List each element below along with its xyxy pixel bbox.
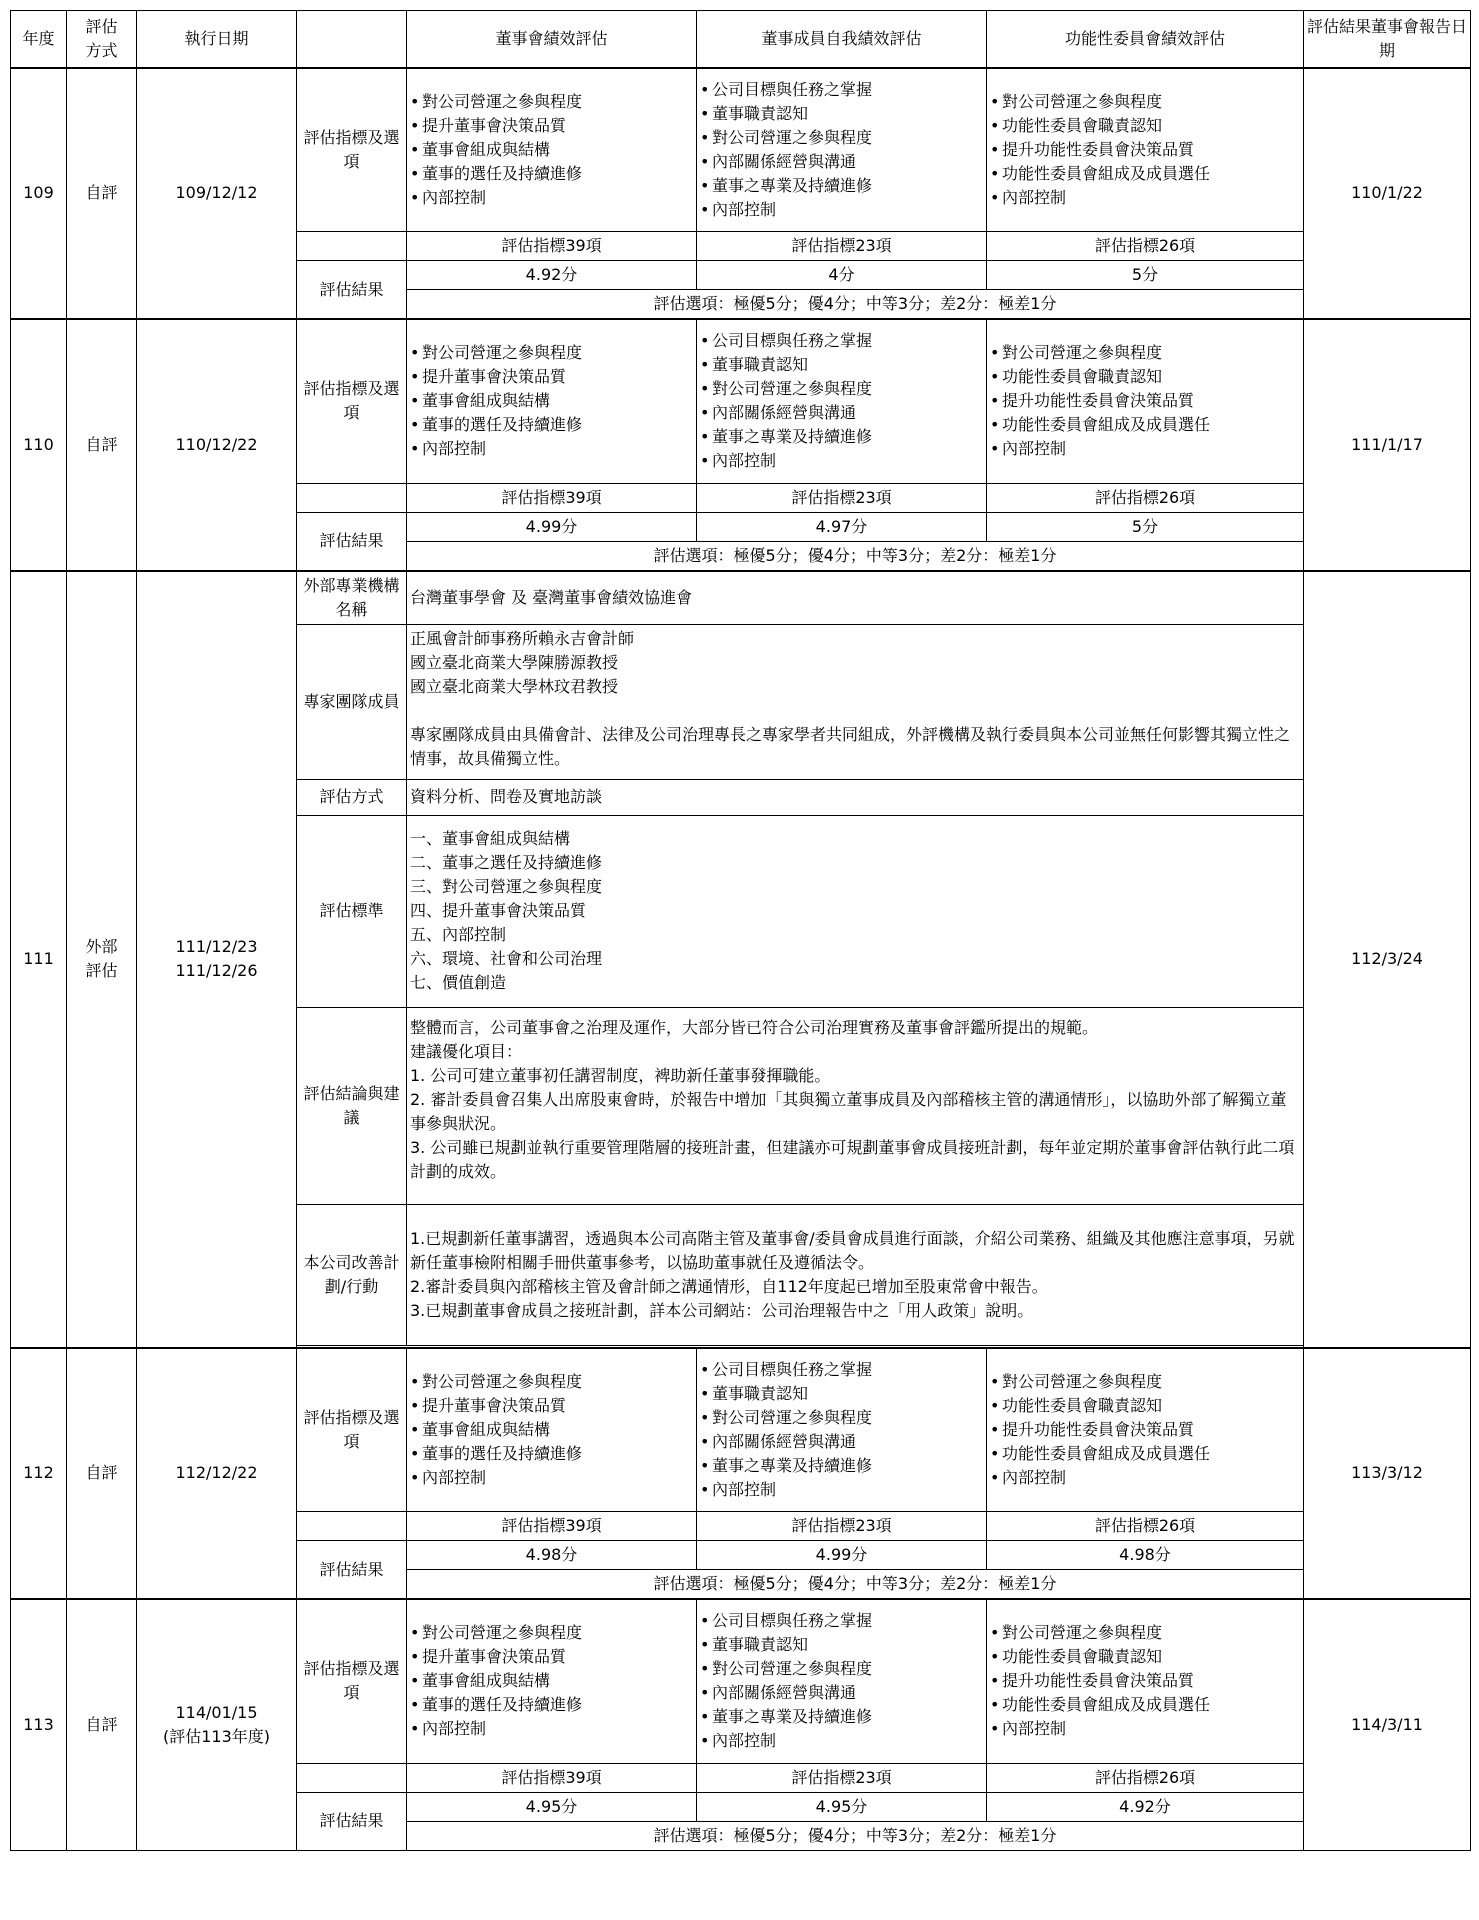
team-cell [407, 624, 1304, 779]
list-item: • 對公司營運之參與程度 [700, 1406, 983, 1430]
list-item: • 內部控制 [410, 1717, 693, 1741]
score-committee-113: 4.92分 [987, 1792, 1304, 1821]
self-items-110 [700, 329, 983, 473]
label-results-112: 評估結果 [297, 1541, 407, 1600]
list-item: • 提升功能性委員會決策品質 [990, 138, 1300, 162]
list-item: 二、董事之選任及持續進修 [410, 853, 603, 872]
rating-scale-109: 評估選項：極優5分；優4分；中等3分；差2分：極差1分 [407, 290, 1304, 320]
count-board: 評估指標39項 [407, 1512, 697, 1541]
list-item: • 董事會組成與結構 [410, 1669, 693, 1693]
year-109: 109 [11, 68, 67, 320]
list-item: • 提升功能性委員會決策品質 [990, 389, 1300, 413]
date-109: 109/12/12 [137, 68, 297, 320]
rating-scale-113: 評估選項：極優5分；優4分；中等3分；差2分：極差1分 [407, 1821, 1304, 1850]
label-criteria: 評估標準 [297, 815, 407, 1007]
header-year: 年度 [11, 11, 67, 68]
count-board: 評估指標39項 [407, 1763, 697, 1792]
list-item: • 對公司營運之參與程度 [410, 1621, 693, 1645]
list-item: • 提升董事會決策品質 [410, 114, 693, 138]
plan-line: 1.已規劃新任董事講習，透過與本公司高階主管及董事會/委員會成員進行面談，介紹公司業務、組織及其他應注意事項，另就新任董事檢附相關手冊供董事參考，以協助董事就任及遵循法令。 [410, 1228, 1295, 1272]
score-committee-110: 5分 [987, 512, 1304, 541]
list-item: • 功能性委員會組成及成員選任 [990, 1693, 1300, 1717]
list-item: • 內部控制 [700, 449, 983, 473]
list-item: 一、董事會組成與結構 [410, 829, 571, 848]
label-team: 專家團隊成員 [297, 624, 407, 779]
list-item: • 董事的選任及持續進修 [410, 413, 693, 437]
plan-line: 3.已規劃董事會成員之接班計劃，詳本公司網站：公司治理報告中之「用人政策」說明。 [410, 1300, 1034, 1320]
report-112: 113/3/12 [1304, 1348, 1471, 1600]
row-111-org [11, 571, 1471, 625]
list-item: • 提升董事會決策品質 [410, 1394, 693, 1418]
score-self-113: 4.95分 [697, 1792, 987, 1821]
report-109: 110/1/22 [1304, 68, 1471, 320]
label-indicators-112: 評估指標及選項 [297, 1348, 407, 1512]
date-113 [137, 1599, 297, 1850]
list-item: • 功能性委員會職責認知 [990, 114, 1300, 138]
list-item: • 內部控制 [700, 198, 983, 222]
list-item: • 功能性委員會職責認知 [990, 1645, 1300, 1669]
list-item: • 董事職責認知 [700, 1633, 983, 1657]
list-item: • 提升董事會決策品質 [410, 365, 693, 389]
committee-items-113 [990, 1621, 1300, 1741]
list-item: • 董事會組成與結構 [410, 389, 693, 413]
list-item: • 對公司營運之參與程度 [410, 341, 693, 365]
list-item: • 對公司營運之參與程度 [700, 1657, 983, 1681]
list-item: • 董事的選任及持續進修 [410, 1693, 693, 1717]
header-board: 董事會績效評估 [407, 11, 697, 68]
score-committee-109: 5分 [987, 261, 1304, 290]
committee-items-109 [990, 90, 1300, 210]
label-results-109: 評估結果 [297, 261, 407, 320]
method-109: 自評 [67, 68, 137, 320]
list-item: • 提升功能性委員會決策品質 [990, 1418, 1300, 1442]
board-evaluation-table [10, 10, 1471, 1851]
count-board: 評估指標39項 [407, 483, 697, 512]
list-item: • 內部控制 [990, 437, 1300, 461]
rating-scale-112: 評估選項：極優5分；優4分；中等3分；差2分：極差1分 [407, 1570, 1304, 1600]
count-self: 評估指標23項 [697, 483, 987, 512]
report-113: 114/3/11 [1304, 1599, 1471, 1850]
score-board-113: 4.95分 [407, 1792, 697, 1821]
team-member: 正風會計師事務所賴永吉會計師 [410, 628, 635, 648]
score-board-112: 4.98分 [407, 1541, 697, 1570]
plan-cell [407, 1204, 1304, 1345]
score-self-110: 4.97分 [697, 512, 987, 541]
score-committee-112: 4.98分 [987, 1541, 1304, 1570]
list-item: • 對公司營運之參與程度 [990, 1370, 1300, 1394]
label-results-113: 評估結果 [297, 1792, 407, 1850]
score-board-110: 4.99分 [407, 512, 697, 541]
plan-line: 2.審計委員與內部稽核主管及會計師之溝通情形，自112年度起已增加至股東常會中報告。 [410, 1276, 1048, 1296]
list-item: • 董事之專業及持續進修 [700, 425, 983, 449]
list-item: • 董事之專業及持續進修 [700, 1705, 983, 1729]
method-113: 自評 [67, 1599, 137, 1850]
list-item: • 內部關係經營與溝通 [700, 150, 983, 174]
list-item: • 內部控制 [410, 186, 693, 210]
year-111: 111 [11, 571, 67, 1348]
list-item: • 董事之專業及持續進修 [700, 1454, 983, 1478]
method-110: 自評 [67, 319, 137, 571]
count-committee: 評估指標26項 [987, 1763, 1304, 1792]
criteria-list [410, 827, 1300, 995]
list-item: • 董事的選任及持續進修 [410, 1442, 693, 1466]
list-item: • 提升功能性委員會決策品質 [990, 1669, 1300, 1693]
count-self: 評估指標23項 [697, 1763, 987, 1792]
conclusion-line: 3. 公司雖已規劃並執行重要管理階層的接班計畫，但建議亦可規劃董事會成員接班計劃，每年並定期於董事會評估執行此二項計劃的成效。 [410, 1137, 1295, 1181]
label-eval-method: 評估方式 [297, 779, 407, 815]
self-items-112 [700, 1358, 983, 1502]
list-item: • 對公司營運之參與程度 [990, 90, 1300, 114]
count-self: 評估指標23項 [697, 1512, 987, 1541]
label-results-110: 評估結果 [297, 512, 407, 571]
list-item: • 提升董事會決策品質 [410, 1645, 693, 1669]
committee-items-112 [990, 1370, 1300, 1490]
list-item: 四、提升董事會決策品質 [410, 901, 587, 920]
row-112-indicators [11, 1348, 1471, 1512]
list-item: • 內部控制 [990, 186, 1300, 210]
count-board: 評估指標39項 [407, 232, 697, 261]
count-committee: 評估指標26項 [987, 1512, 1304, 1541]
header-self: 董事成員自我績效評估 [697, 11, 987, 68]
list-item: • 對公司營運之參與程度 [990, 341, 1300, 365]
list-item: 六、環境、社會和公司治理 [410, 949, 603, 968]
year-112: 112 [11, 1348, 67, 1600]
year-113: 113 [11, 1599, 67, 1850]
count-committee: 評估指標26項 [987, 232, 1304, 261]
self-items-109 [700, 78, 983, 222]
list-item: • 內部控制 [410, 1466, 693, 1490]
score-self-112: 4.99分 [697, 1541, 987, 1570]
date-111 [137, 571, 297, 1348]
list-item: • 功能性委員會組成及成員選任 [990, 1442, 1300, 1466]
list-item: • 功能性委員會職責認知 [990, 365, 1300, 389]
row-109-indicators [11, 68, 1471, 232]
org-name: 台灣董事學會 及 臺灣董事會績效協進會 [407, 571, 1304, 625]
list-item: • 董事會組成與結構 [410, 138, 693, 162]
score-self-109: 4分 [697, 261, 987, 290]
conclusion-line: 整體而言，公司董事會之治理及運作，大部分皆已符合公司治理實務及董事會評鑑所提出的規範。 [410, 1017, 1099, 1037]
board-items-112 [410, 1370, 693, 1490]
list-item: • 內部控制 [700, 1478, 983, 1502]
date-113-note: (評估113年度) [162, 1726, 271, 1746]
list-item: • 董事職責認知 [700, 353, 983, 377]
date-111-first: 111/12/23 [175, 937, 258, 956]
list-item: • 內部關係經營與溝通 [700, 401, 983, 425]
score-board-109: 4.92分 [407, 261, 697, 290]
label-indicators-113: 評估指標及選項 [297, 1599, 407, 1763]
list-item: • 對公司營運之參與程度 [990, 1621, 1300, 1645]
team-note: 專家團隊成員由具備會計、法律及公司治理專長之專家學者共同組成，外評機構及執行委員與本公司並無任何影響其獨立性之情事，故具備獨立性。 [410, 724, 1291, 768]
list-item: • 功能性委員會組成及成員選任 [990, 162, 1300, 186]
self-items-113 [700, 1609, 983, 1753]
header-date: 執行日期 [137, 11, 297, 68]
header-committee: 功能性委員會績效評估 [987, 11, 1304, 68]
row-113-indicators [11, 1599, 1471, 1763]
list-item: • 對公司營運之參與程度 [410, 1370, 693, 1394]
conclusion-line: 1. 公司可建立董事初任講習制度，裨助新任董事發揮職能。 [410, 1065, 831, 1085]
date-112: 112/12/22 [137, 1348, 297, 1600]
list-item: • 對公司營運之參與程度 [700, 126, 983, 150]
method-112: 自評 [67, 1348, 137, 1600]
list-item: • 董事職責認知 [700, 102, 983, 126]
list-item: • 董事的選任及持續進修 [410, 162, 693, 186]
conclusion-cell [407, 1007, 1304, 1204]
report-110: 111/1/17 [1304, 319, 1471, 571]
board-items-109 [410, 90, 693, 210]
row-110-indicators [11, 319, 1471, 483]
list-item: • 內部關係經營與溝通 [700, 1430, 983, 1454]
report-111: 112/3/24 [1304, 571, 1471, 1348]
list-item: • 公司目標與任務之掌握 [700, 329, 983, 353]
list-item: • 董事會組成與結構 [410, 1418, 693, 1442]
list-item: • 公司目標與任務之掌握 [700, 1358, 983, 1382]
eval-method: 資料分析、問卷及實地訪談 [407, 779, 1304, 815]
board-items-110 [410, 341, 693, 461]
board-items-113 [410, 1621, 693, 1741]
header-report: 評估結果董事會報告日期 [1304, 11, 1471, 68]
list-item: • 內部控制 [410, 437, 693, 461]
committee-items-110 [990, 341, 1300, 461]
list-item: • 功能性委員會組成及成員選任 [990, 413, 1300, 437]
count-self: 評估指標23項 [697, 232, 987, 261]
date-113-value: 114/01/15 [175, 1702, 258, 1722]
list-item: • 公司目標與任務之掌握 [700, 1609, 983, 1633]
count-committee: 評估指標26項 [987, 483, 1304, 512]
team-member: 國立臺北商業大學陳勝源教授 [410, 652, 619, 672]
label-org: 外部專業機構名稱 [297, 571, 407, 625]
year-110: 110 [11, 319, 67, 571]
list-item: • 對公司營運之參與程度 [410, 90, 693, 114]
list-item: 七、價值創造 [410, 973, 507, 992]
header-blank [297, 11, 407, 68]
rating-scale-110: 評估選項：極優5分；優4分；中等3分；差2分：極差1分 [407, 541, 1304, 571]
header-method: 評估 方式 [67, 11, 137, 68]
team-member: 國立臺北商業大學林玟君教授 [410, 676, 619, 696]
list-item: • 董事職責認知 [700, 1382, 983, 1406]
conclusion-line: 建議優化項目： [410, 1041, 523, 1061]
conclusion-line: 2. 審計委員會召集人出席股東會時，於報告中增加「其與獨立董事成員及內部稽核主管的溝通情形」，以協助外部了解獨立董事參與狀況。 [410, 1089, 1287, 1133]
list-item: • 內部控制 [700, 1729, 983, 1753]
method-111: 外部 評估 [67, 571, 137, 1348]
list-item: 三、對公司營運之參與程度 [410, 877, 603, 896]
label-indicators-109: 評估指標及選項 [297, 68, 407, 232]
list-item: • 內部控制 [990, 1466, 1300, 1490]
list-item: • 董事之專業及持續進修 [700, 174, 983, 198]
criteria-cell [407, 815, 1304, 1007]
label-indicators-110: 評估指標及選項 [297, 319, 407, 483]
list-item: 五、內部控制 [410, 925, 507, 944]
list-item: • 內部控制 [990, 1717, 1300, 1741]
list-item: • 對公司營運之參與程度 [700, 377, 983, 401]
list-item: • 內部關係經營與溝通 [700, 1681, 983, 1705]
date-111-second: 111/12/26 [175, 961, 258, 980]
date-110: 110/12/22 [137, 319, 297, 571]
label-plan: 本公司改善計劃/行動 [297, 1204, 407, 1345]
list-item: • 公司目標與任務之掌握 [700, 78, 983, 102]
label-conclusion: 評估結論與建議 [297, 1007, 407, 1204]
list-item: • 功能性委員會職責認知 [990, 1394, 1300, 1418]
header-row [11, 11, 1471, 68]
